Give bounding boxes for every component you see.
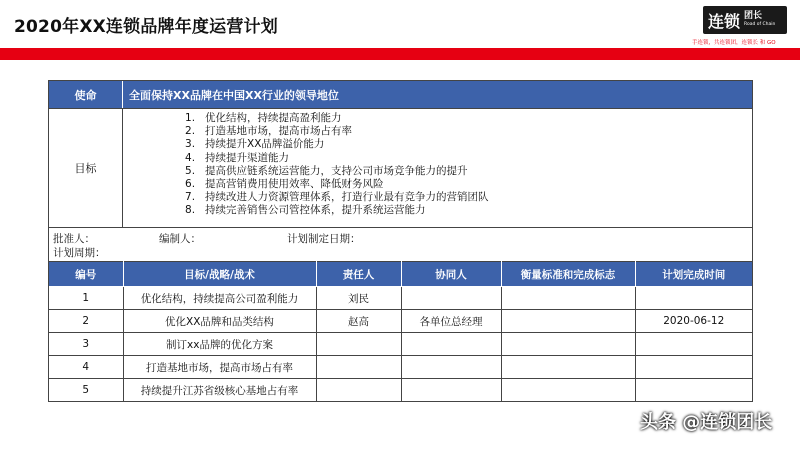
col-header-goal: 目标/战略/战术 [123,262,316,287]
header-divider-bar [0,48,800,60]
cell-number: 1 [49,287,123,310]
table-header-row [49,262,752,287]
cell-number: 2 [49,310,123,333]
plan-info-row [49,227,752,261]
cell-collaborator: 各单位总经理 [401,310,501,333]
page-title: 2020年XX连锁品牌年度运营计划 [14,17,278,37]
cell-criteria [501,379,635,402]
brand-logo [703,6,787,34]
cell-goal: 持续提升江苏省级核心基地占有率 [123,379,316,402]
cell-goal: 制订xx品牌的优化方案 [123,333,316,356]
cell-number: 3 [49,333,123,356]
cell-owner [316,333,401,356]
cell-owner [316,356,401,379]
goals-row [49,108,752,227]
cell-goal: 优化结构，持续提高公司盈利能力 [123,287,316,310]
goals-list [123,109,489,227]
goals-label: 目标 [49,109,123,227]
cell-criteria [501,356,635,379]
cell-goal: 打造基地市场，提高市场占有率 [123,356,316,379]
mission-value: 全面保持XX品牌在中国XX行业的领导地位 [123,81,752,108]
goal-item: 持续提升渠道能力 [205,151,289,164]
cell-owner [316,379,401,402]
cell-collaborator [401,287,501,310]
cell-criteria [501,310,635,333]
cell-due-date [635,287,752,310]
cell-due-date [635,356,752,379]
goal-item: 优化结构，持续提高盈利能力 [205,112,342,124]
cell-collaborator [401,356,501,379]
cell-owner: 刘民 [316,287,401,310]
logo-slogan: 手连锁，共连锁团，连锁长 和 GO [692,40,776,46]
mission-row [49,81,752,108]
cell-criteria [501,333,635,356]
cell-number: 4 [49,356,123,379]
cell-goal: 优化XX品牌和品类结构 [123,310,316,333]
cell-number: 5 [49,379,123,402]
col-header-criteria: 衡量标准和完成标志 [501,262,635,287]
table-row [49,333,752,356]
goal-item: 持续改进人力资源管理体系，打造行业最有竞争力的营销团队 [205,191,489,204]
plan-table [49,261,752,401]
cell-owner: 赵高 [316,310,401,333]
table-row [49,310,752,333]
goal-item: 打造基地市场，提高市场占有率 [205,125,352,138]
cell-collaborator [401,379,501,402]
col-header-number: 编号 [49,262,123,287]
table-row [49,287,752,310]
goal-item: 提高营销费用使用效率、降低财务风险 [205,178,384,191]
plan-date-label: 计划制定日期： [287,233,361,245]
goal-item: 提高供应链系统运营能力，支持公司市场竞争能力的提升 [205,164,468,177]
period-label: 计划周期： [53,247,106,259]
watermark-text: 头条 @连锁团长 [640,412,773,433]
goal-item: 持续提升XX品牌溢价能力 [205,138,325,151]
mission-label: 使命 [49,81,123,108]
col-header-collaborator: 协同人 [401,262,501,287]
cell-due-date [635,333,752,356]
cell-due-date: 2020-06-12 [635,310,752,333]
logo-en-text: Road of Chain [744,22,776,28]
logo-main-text: 连锁 [708,11,741,31]
logo-sub-text: 团长 [744,11,763,22]
table-row [49,356,752,379]
table-row [49,379,752,402]
author-label: 编制人： [159,233,201,245]
cell-due-date [635,379,752,402]
col-header-owner: 责任人 [316,262,401,287]
plan-sheet [48,80,753,402]
approver-label: 批准人： [53,233,95,245]
cell-collaborator [401,333,501,356]
cell-criteria [501,287,635,310]
col-header-due-date: 计划完成时间 [635,262,752,287]
goal-item: 持续完善销售公司管控体系，提升系统运营能力 [205,204,426,217]
